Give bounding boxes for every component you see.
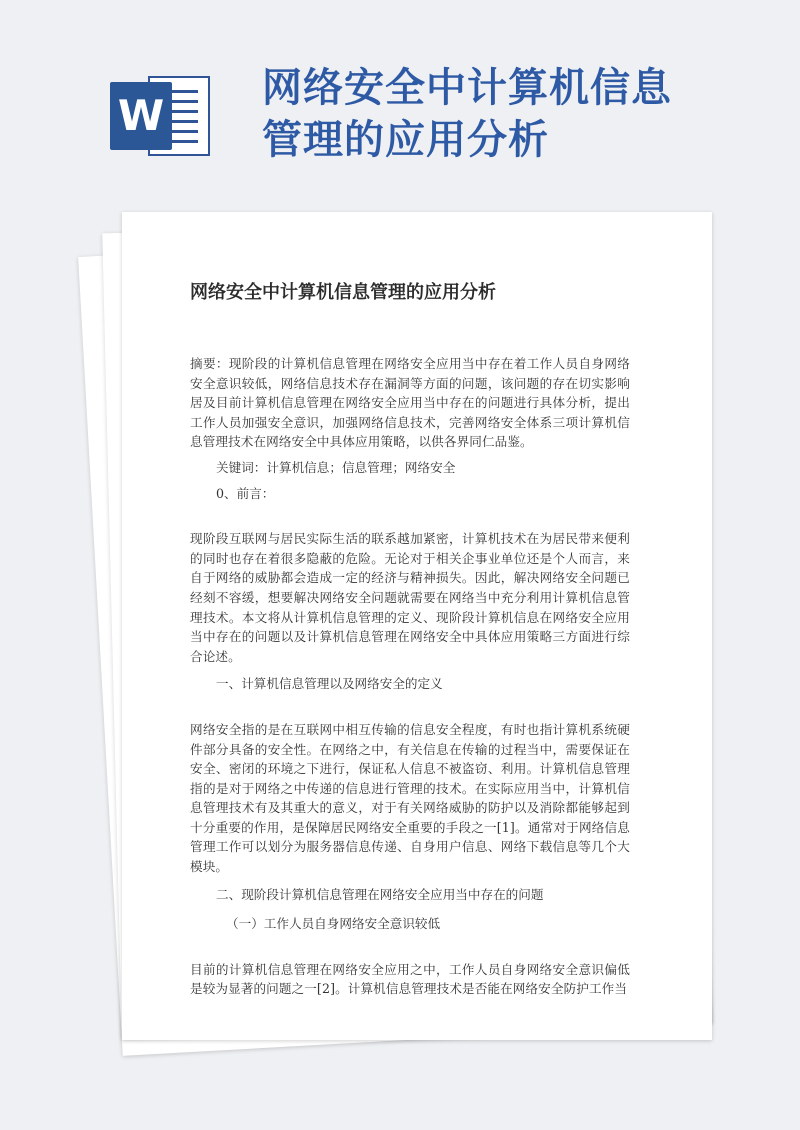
document-title: 网络安全中计算机信息管理的应用分析 [190, 282, 496, 303]
page-heading-line-2: 管理的应用分析 [262, 117, 549, 163]
keywords-line: 关键词：计算机信息；信息管理；网络安全 [216, 459, 456, 475]
section-2-heading: 二、现阶段计算机信息管理在网络安全应用当中存在的问题 [216, 886, 544, 902]
abstract-paragraph: 摘要：现阶段的计算机信息管理在网络安全应用当中存在着工作人员自身网络安全意识较低，网络信息技术存在漏洞等方面的问题，该问题的存在切实影响居及目前计算机信息管理在网络安全应用当中存在的问题进行具体分析，提出工作人员加强安全意识，加强网络信息技术，完善网络安全体系三项计算机信息管理技术在网络安全中具体应用策略，以供各界同仁品鉴。 [190, 356, 630, 450]
document-body [190, 280, 630, 999]
preface-heading: 0、前言： [216, 485, 275, 501]
section-1-heading: 一、计算机信息管理以及网络安全的定义 [216, 676, 443, 692]
word-document-icon [110, 72, 214, 160]
subsection-1-heading: （一）工作人员自身网络安全意识较低 [226, 916, 441, 932]
page-heading [262, 62, 762, 166]
preface-paragraph: 现阶段互联网与居民实际生活的联系越加紧密，计算机技术在为居民带来便利的同时也存在着很多隐蔽的危险。无论对于相关企事业单位还是个人而言，来自于网络的威胁都会造成一定的经济与精神损失。因此，解决网络安全问题已经刻不容缓，想要解决网络安全问题就需要在网络当中充分利用计算机信息管理技术。本文将从计算机信息管理的定义、现阶段计算机信息在网络安全应用当中存在的问题以及计算机信息管理在网络安全中具体应用策略三方面进行综合论述。 [190, 531, 630, 664]
section-1-paragraph: 网络安全指的是在互联网中相互传输的信息安全程度，有时也指计算机系统硬件部分具备的安全性。在网络之中，有关信息在传输的过程当中，需要保证在安全、密闭的环境之下进行，保证私人信息不被盗窃、利用。计算机信息管理指的是对于网络之中传递的信息进行管理的技术。在实际应用当中，计算机信息管理技术有及其重大的意义，对于有关网络威胁的防护以及消除都能够起到十分重要的作用，是保障居民网络安全重要的手段之一[1]。通常对于网络信息管理工作可以划分为服务器信息传递、自身用户信息、网络下载信息等几个大模块。 [190, 721, 630, 875]
word-w-badge: W [110, 82, 172, 150]
page-heading-line-1: 网络安全中计算机信息 [262, 65, 672, 111]
subsection-1-paragraph: 目前的计算机信息管理在网络安全应用之中，工作人员自身网络安全意识偏低是较为显著的问题之一[2]。计算机信息管理技术是否能在网络安全防护工作当 [190, 961, 630, 997]
